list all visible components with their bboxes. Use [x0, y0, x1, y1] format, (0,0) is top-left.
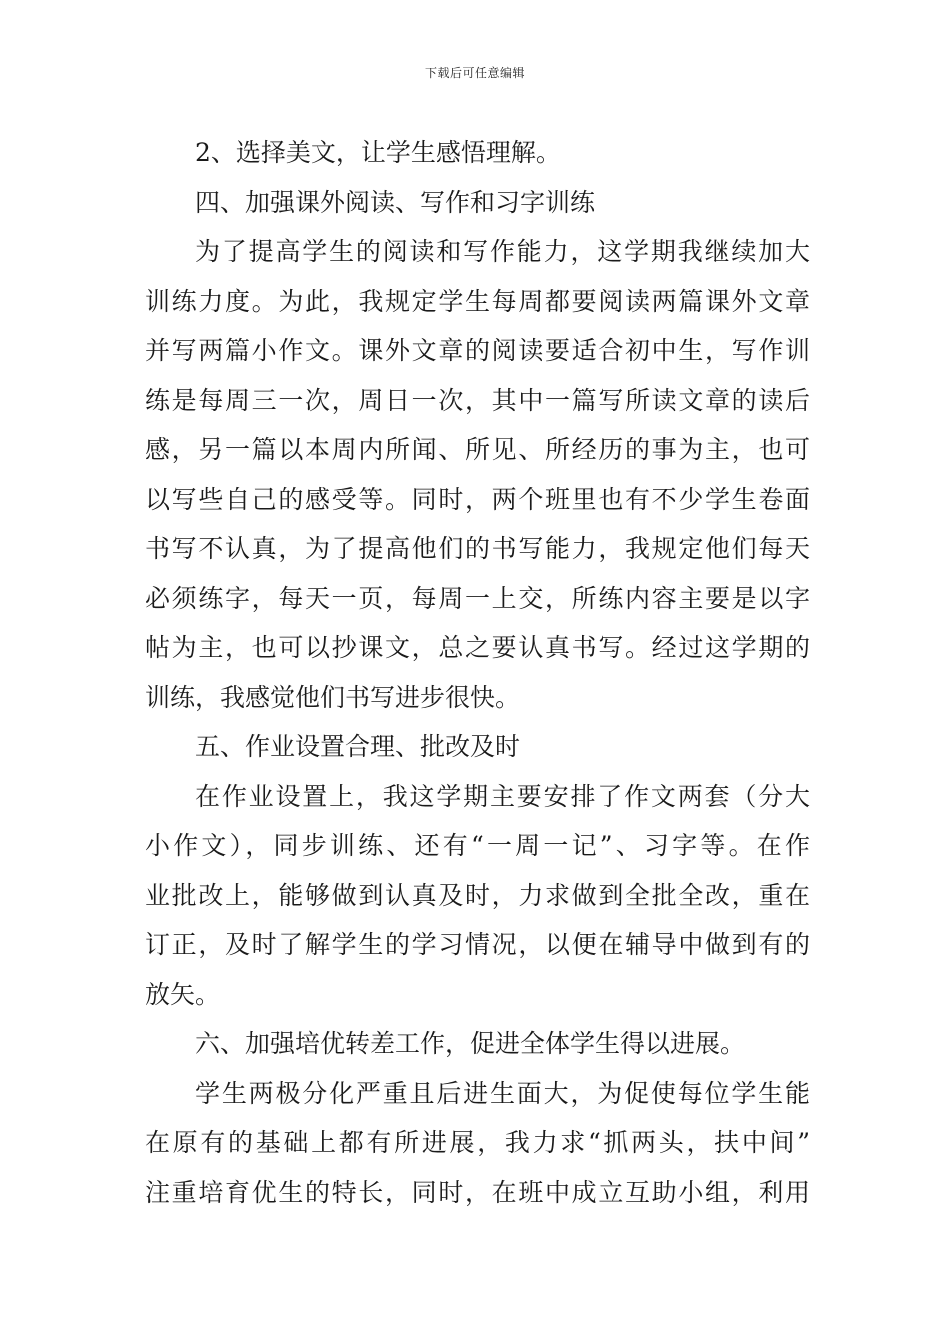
section-heading-5 — [145, 722, 810, 772]
section-heading-6 — [145, 1019, 810, 1069]
text-line: 感，另一篇以本周内所闻、所见、所经历的事为主，也可 — [145, 435, 810, 464]
text-line: 订正，及时了解学生的学习情况，以便在辅导中做到有的 — [145, 930, 810, 959]
text-line: 帖为主，也可以抄课文，总之要认真书写。经过这学期的 — [145, 633, 810, 662]
text-line: 必须练字，每天一页，每周一上交，所练内容主要是以字 — [145, 583, 810, 613]
text-line: 六、加强培优转差工作，促进全体学生得以进展。 — [195, 1029, 746, 1058]
section-heading-4 — [145, 178, 810, 228]
text-line: 学生两极分化严重且后进生面大，为促使每位学生能 — [195, 1078, 810, 1108]
document-body — [145, 128, 810, 1217]
text-line: 在作业设置上，我这学期主要安排了作文两套（分大 — [195, 781, 810, 811]
text-line: 训练力度。为此，我规定学生每周都要阅读两篇课外文章 — [145, 286, 810, 316]
body-paragraph — [145, 1069, 810, 1218]
text-line: 2、选择美文，让学生感悟理解。 — [195, 138, 561, 167]
text-line: 在原有的基础上都有所进展，我力求“抓两头，扶中间” — [145, 1128, 810, 1157]
text-line: 训练，我感觉他们书写进步很快。 — [145, 682, 521, 712]
text-line: 书写不认真，为了提高他们的书写能力，我规定他们每天 — [145, 534, 810, 563]
text-line: 四、加强课外阅读、写作和习字训练 — [195, 187, 596, 217]
text-line: 练是每周三一次，周日一次，其中一篇写所读文章的读后 — [145, 385, 810, 415]
text-line: 业批改上，能够做到认真及时，力求做到全批全改，重在 — [145, 880, 810, 910]
text-line: 并写两篇小作文。课外文章的阅读要适合初中生，写作训 — [145, 336, 810, 365]
text-line: 以写些自己的感受等。同时，两个班里也有不少学生卷面 — [145, 484, 810, 514]
text-line: 注重培育优生的特长，同时，在班中成立互助小组，利用 — [145, 1177, 810, 1207]
text-line: 小作文），同步训练、还有“一周一记”、习字等。在作 — [145, 831, 810, 860]
body-paragraph — [145, 227, 810, 722]
text-line: 为了提高学生的阅读和写作能力，这学期我继续加大 — [195, 237, 810, 266]
text-line: 五、作业设置合理、批改及时 — [195, 732, 521, 761]
section-item-heading — [145, 128, 810, 178]
page-header-note: 下载后可任意编辑 — [424, 66, 525, 80]
text-line: 放矢。 — [145, 979, 221, 1009]
body-paragraph — [145, 772, 810, 1020]
